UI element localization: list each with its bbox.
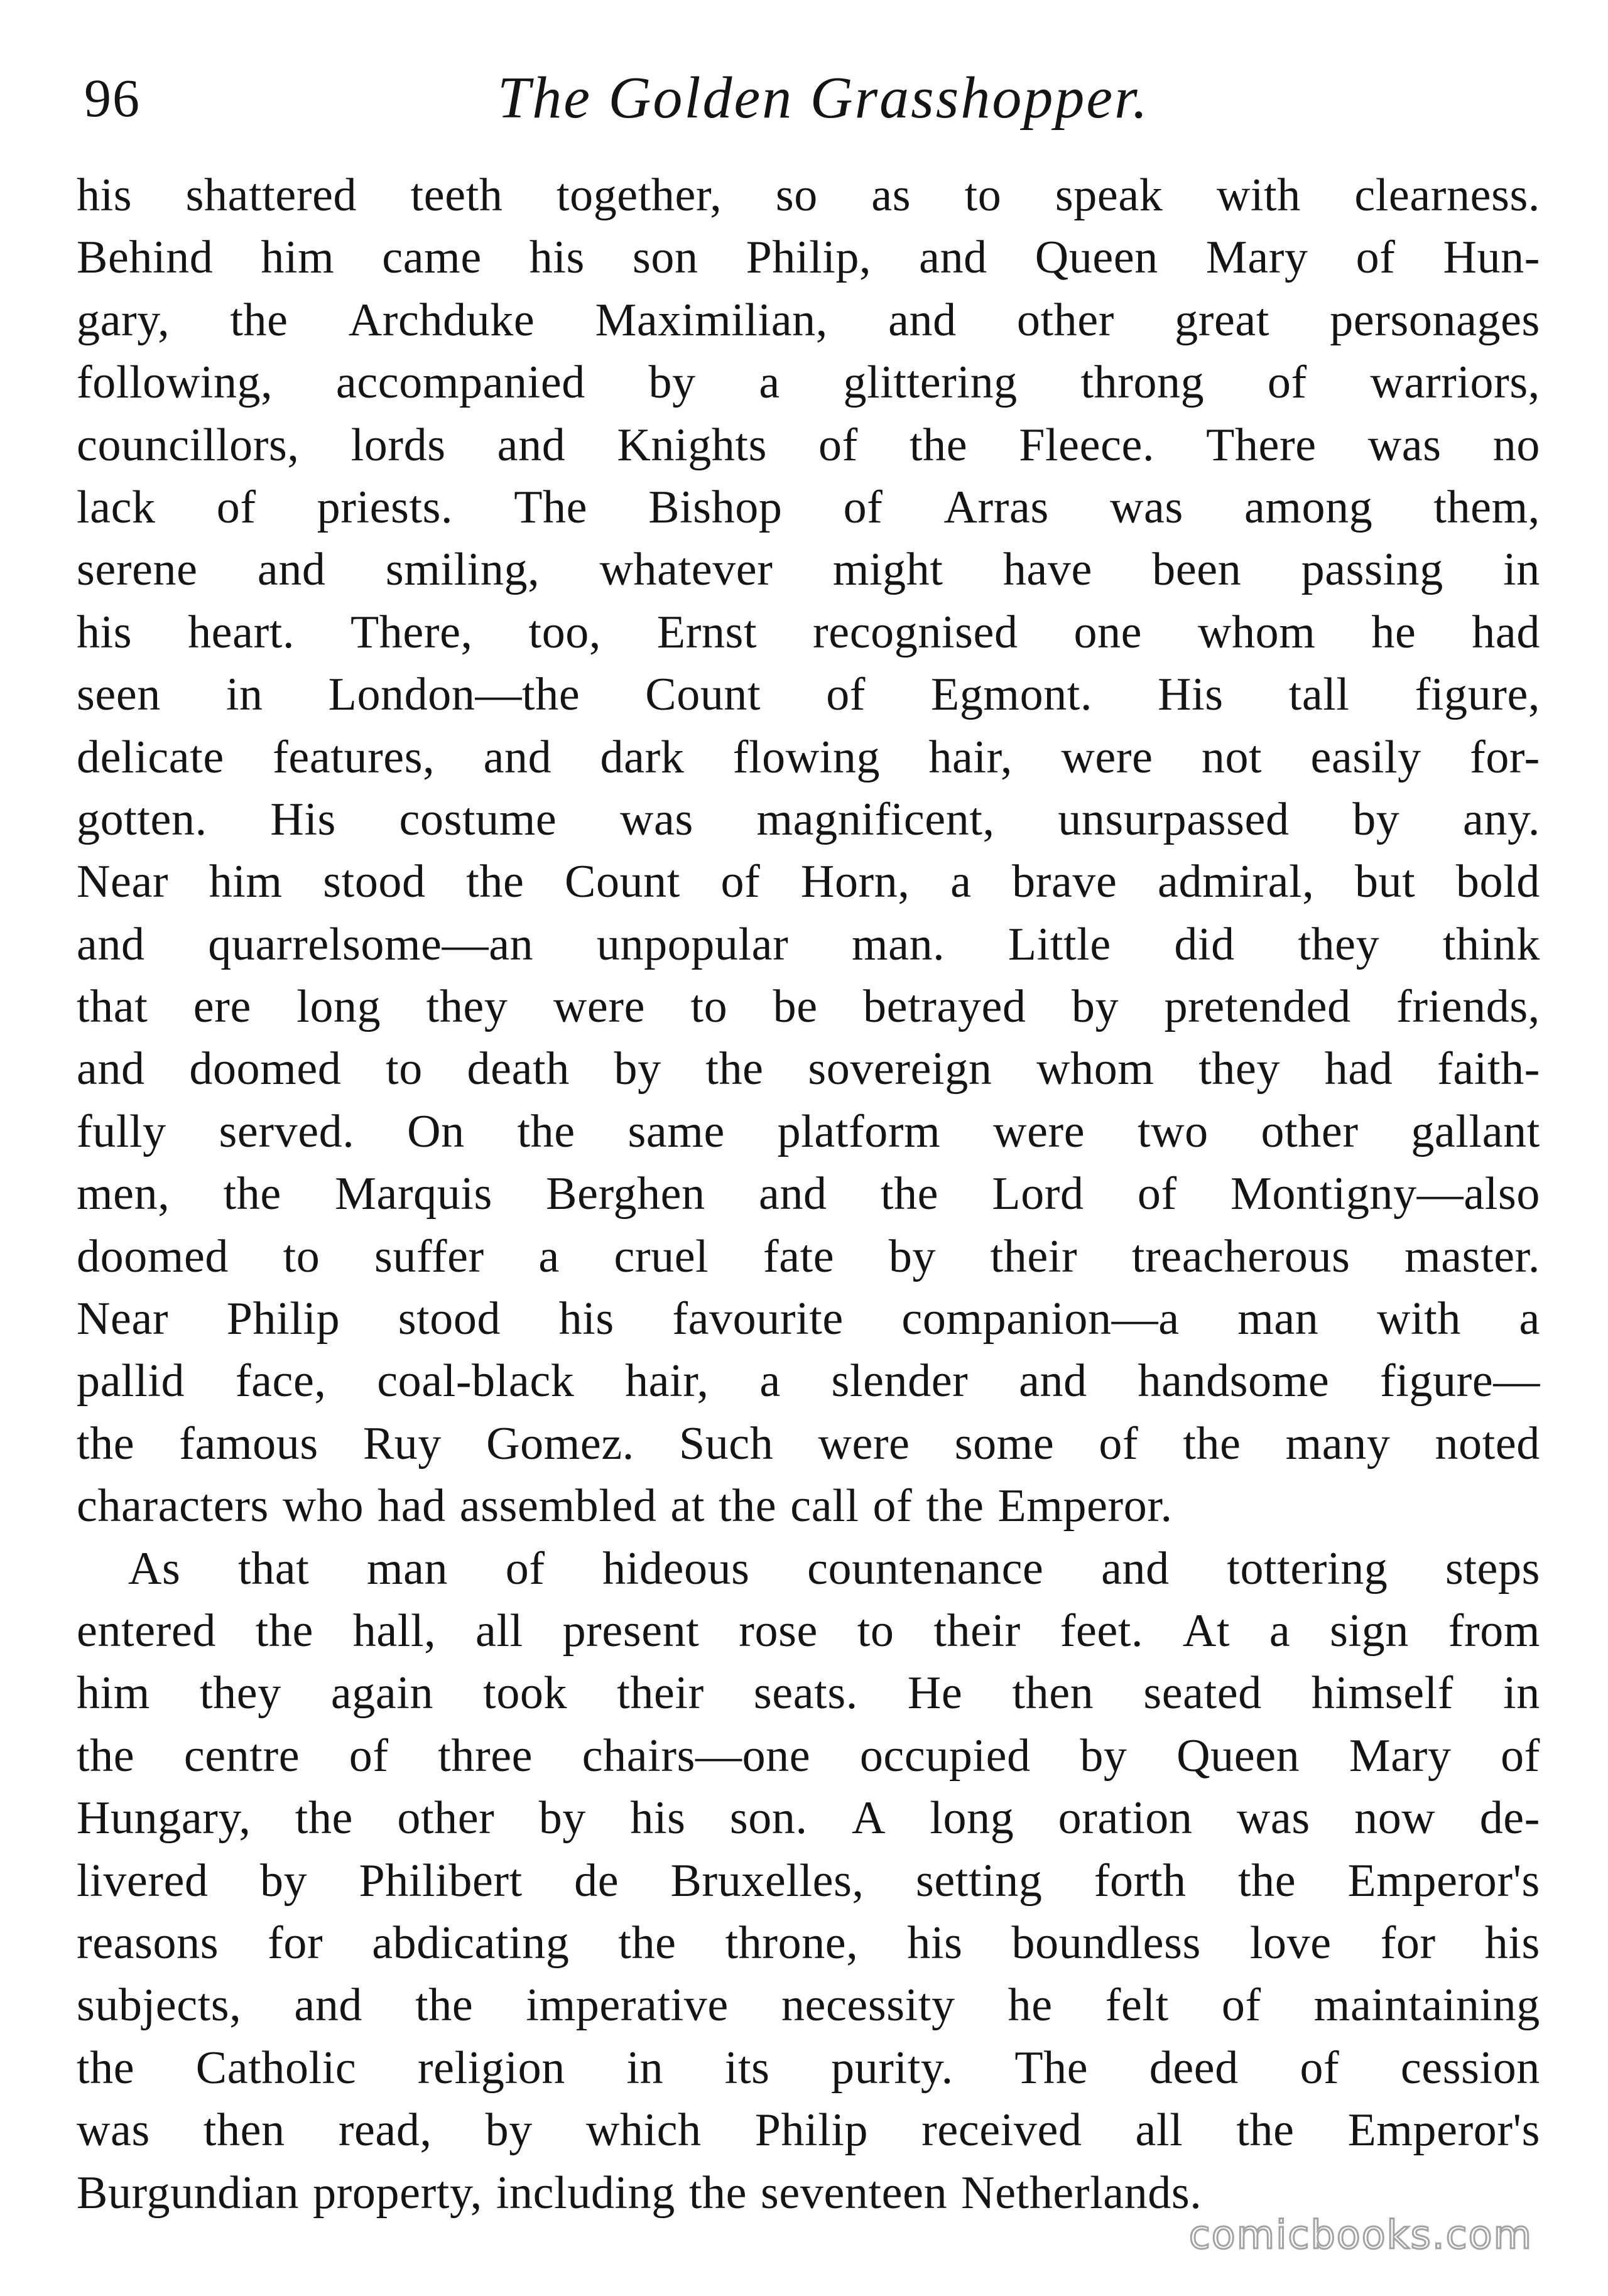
text-line: him they again took their seats. He then seated himself in — [77, 1667, 1540, 1719]
text-line: delicate features, and dark flowing hair, were not easily for- — [77, 731, 1540, 783]
watermark: comicbooks.com — [1188, 2212, 1533, 2258]
text-line: fully served. On the same platform were two other gallant — [77, 1105, 1540, 1157]
text-line: Hungary, the other by his son. A long oration was now de- — [77, 1792, 1540, 1844]
page-number: 96 — [84, 68, 141, 128]
text-line: Burgundian property, including the seventeen Netherlands. — [77, 2167, 1202, 2219]
text-line: subjects, and the imperative necessity he felt of maintaining — [77, 1979, 1540, 2032]
running-title: The Golden Grasshopper. — [497, 65, 1149, 131]
text-line: livered by Philibert de Bruxelles, setting forth the Emperor's — [77, 1855, 1540, 1907]
text-line: pallid face, coal-black hair, a slender and handsome figure— — [77, 1355, 1540, 1407]
paragraph — [77, 1538, 1540, 2224]
text-line: his shattered teeth together, so as to speak with clearness. — [77, 170, 1540, 221]
text-line: doomed to suffer a cruel fate by their treacherous master. — [77, 1230, 1540, 1282]
text-line: following, accompanied by a glittering throng of warriors, — [77, 357, 1540, 409]
text-line: As that man of hideous countenance and tottering steps — [128, 1542, 1540, 1595]
text-line: the famous Ruy Gomez. Such were some of the many noted — [77, 1417, 1540, 1470]
text-line: gary, the Archduke Maximilian, and other great personages — [77, 294, 1540, 346]
paragraph — [77, 165, 1540, 1538]
text-line: seen in London—the Count of Egmont. His tall figure, — [77, 669, 1540, 721]
text-line: and doomed to death by the sovereign whom they had faith- — [77, 1043, 1540, 1095]
text-line: gotten. His costume was magnificent, unsurpassed by any. — [77, 793, 1540, 845]
text-line: lack of priests. The Bishop of Arras was among them, — [77, 481, 1540, 533]
text-line: his heart. There, too, Ernst recognised one whom he had — [77, 606, 1540, 658]
text-line: councillors, lords and Knights of the Fleece. There was no — [77, 419, 1540, 471]
text-line: serene and smiling, whatever might have been passing in — [77, 544, 1540, 596]
text-line: Near Philip stood his favourite companion—a man with a — [77, 1293, 1540, 1345]
text-line: men, the Marquis Berghen and the Lord of Montigny—also — [77, 1168, 1540, 1220]
body-text — [77, 165, 1540, 2224]
text-line: was then read, by which Philip received all the Emperor's — [77, 2104, 1540, 2157]
text-line: Behind him came his son Philip, and Queen Mary of Hun- — [77, 232, 1540, 284]
text-line: the Catholic religion in its purity. The deed of cession — [77, 2042, 1540, 2094]
text-line: reasons for abdicating the throne, his boundless love for his — [77, 1917, 1540, 1969]
text-line: that ere long they were to be betrayed by pretended friends, — [77, 981, 1540, 1033]
text-line: characters who had assembled at the call of the Emperor. — [77, 1480, 1173, 1532]
text-line: the centre of three chairs—one occupied by Queen Mary of — [77, 1730, 1540, 1782]
text-line: entered the hall, all present rose to their feet. At a sign from — [77, 1605, 1540, 1657]
text-line: and quarrelsome—an unpopular man. Little did they think — [77, 918, 1540, 970]
text-line: Near him stood the Count of Horn, a brave admiral, but bold — [77, 856, 1540, 908]
page-header — [77, 60, 1521, 142]
